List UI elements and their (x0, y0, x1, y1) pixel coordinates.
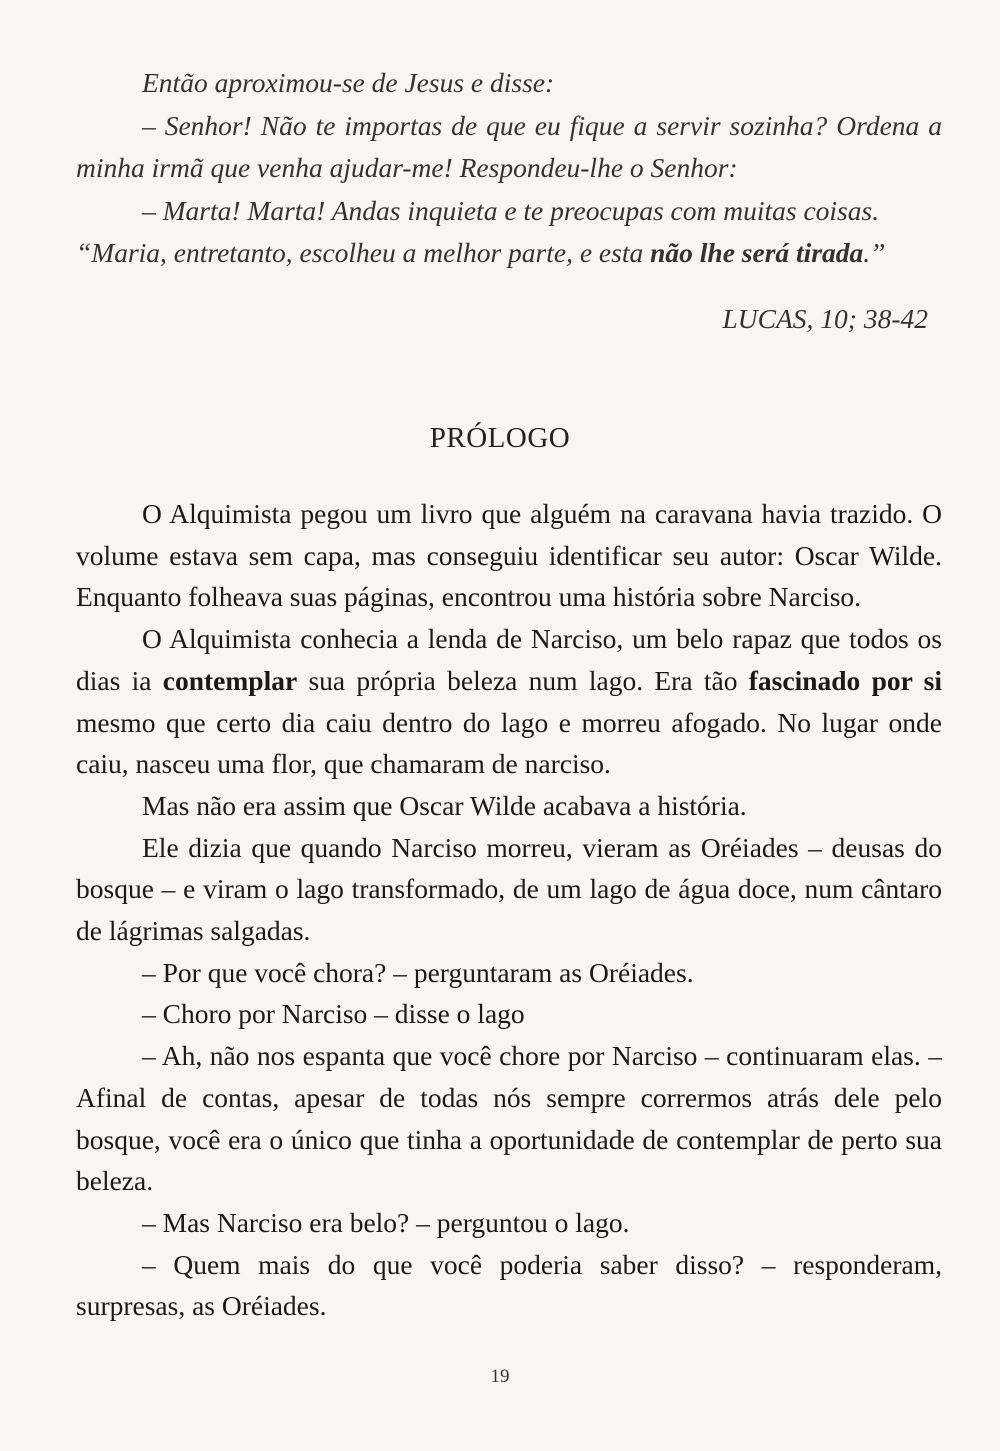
epigraph-emphasis: não lhe será tirada (650, 237, 864, 269)
paragraph: – Choro por Narciso – disse o lago (142, 998, 525, 1030)
paragraph (76, 618, 942, 785)
epigraph-line: – Senhor! Não te importas de que eu fique a servir sozinha? Ordena a minha irmã que venha ajudar-me! Respondeu-lhe o Senhor: (76, 109, 942, 184)
epigraph (76, 62, 942, 275)
epigraph-line (76, 232, 942, 275)
epigraph-line: – Marta! Marta! Andas inquieta e te preocupas com muitas coisas. (142, 194, 880, 226)
page-number: 19 (490, 1366, 510, 1387)
epigraph-text: “Maria, entretanto, escolheu a melhor parte, e esta (76, 237, 651, 269)
epigraph-text: .” (863, 237, 886, 269)
paragraph-text: sua própria beleza num lago. Era tão (297, 664, 749, 696)
paragraph: Ele dizia que quando Narciso morreu, vieram as Oréiades – deusas do bosque – e viram o lago transformado, de um lago de água doce, num cântaro de lágrimas salgadas. (76, 831, 942, 947)
paragraph: Mas não era assim que Oscar Wilde acabava a história. (142, 789, 747, 821)
paragraph: – Quem mais do que você poderia saber disso? – responderam, surpresas, as Oréiades. (76, 1248, 942, 1322)
prologue-text (76, 493, 942, 1327)
paragraph: – Mas Narciso era belo? – perguntou o lago. (142, 1206, 630, 1238)
paragraph: O Alquimista pegou um livro que alguém na caravana havia trazido. O volume estava sem capa, mas conseguiu identificar seu autor: Oscar Wilde. Enquanto folheava suas páginas, encontrou uma história sobre Narciso. (76, 498, 942, 613)
paragraph-text: O Alquimista conhecia a lenda de Narciso, um belo rapaz que todos os dias ia (76, 623, 942, 696)
chapter-heading: PRÓLOGO (429, 422, 571, 454)
paragraph-text: mesmo que certo dia caiu dentro do lago e morreu afogado. No lugar onde caiu, nasceu uma flor, que chamaram de narciso. (76, 706, 942, 780)
bible-citation: LUCAS, 10; 38-42 (722, 303, 928, 334)
paragraph: – Ah, não nos espanta que você chore por Narciso – continuaram elas. – Afinal de contas, apesar de todas nós sempre corrermos atrás dele pelo bosque, você era o único que tinha a oportunidade de contemplar de perto sua beleza. (76, 1040, 942, 1197)
emphasis: contemplar (162, 664, 298, 696)
paragraph: – Por que você chora? – perguntaram as Oréiades. (142, 956, 694, 988)
emphasis: fascinado por si (748, 664, 942, 696)
epigraph-line: Então aproximou-se de Jesus e disse: (142, 67, 555, 98)
